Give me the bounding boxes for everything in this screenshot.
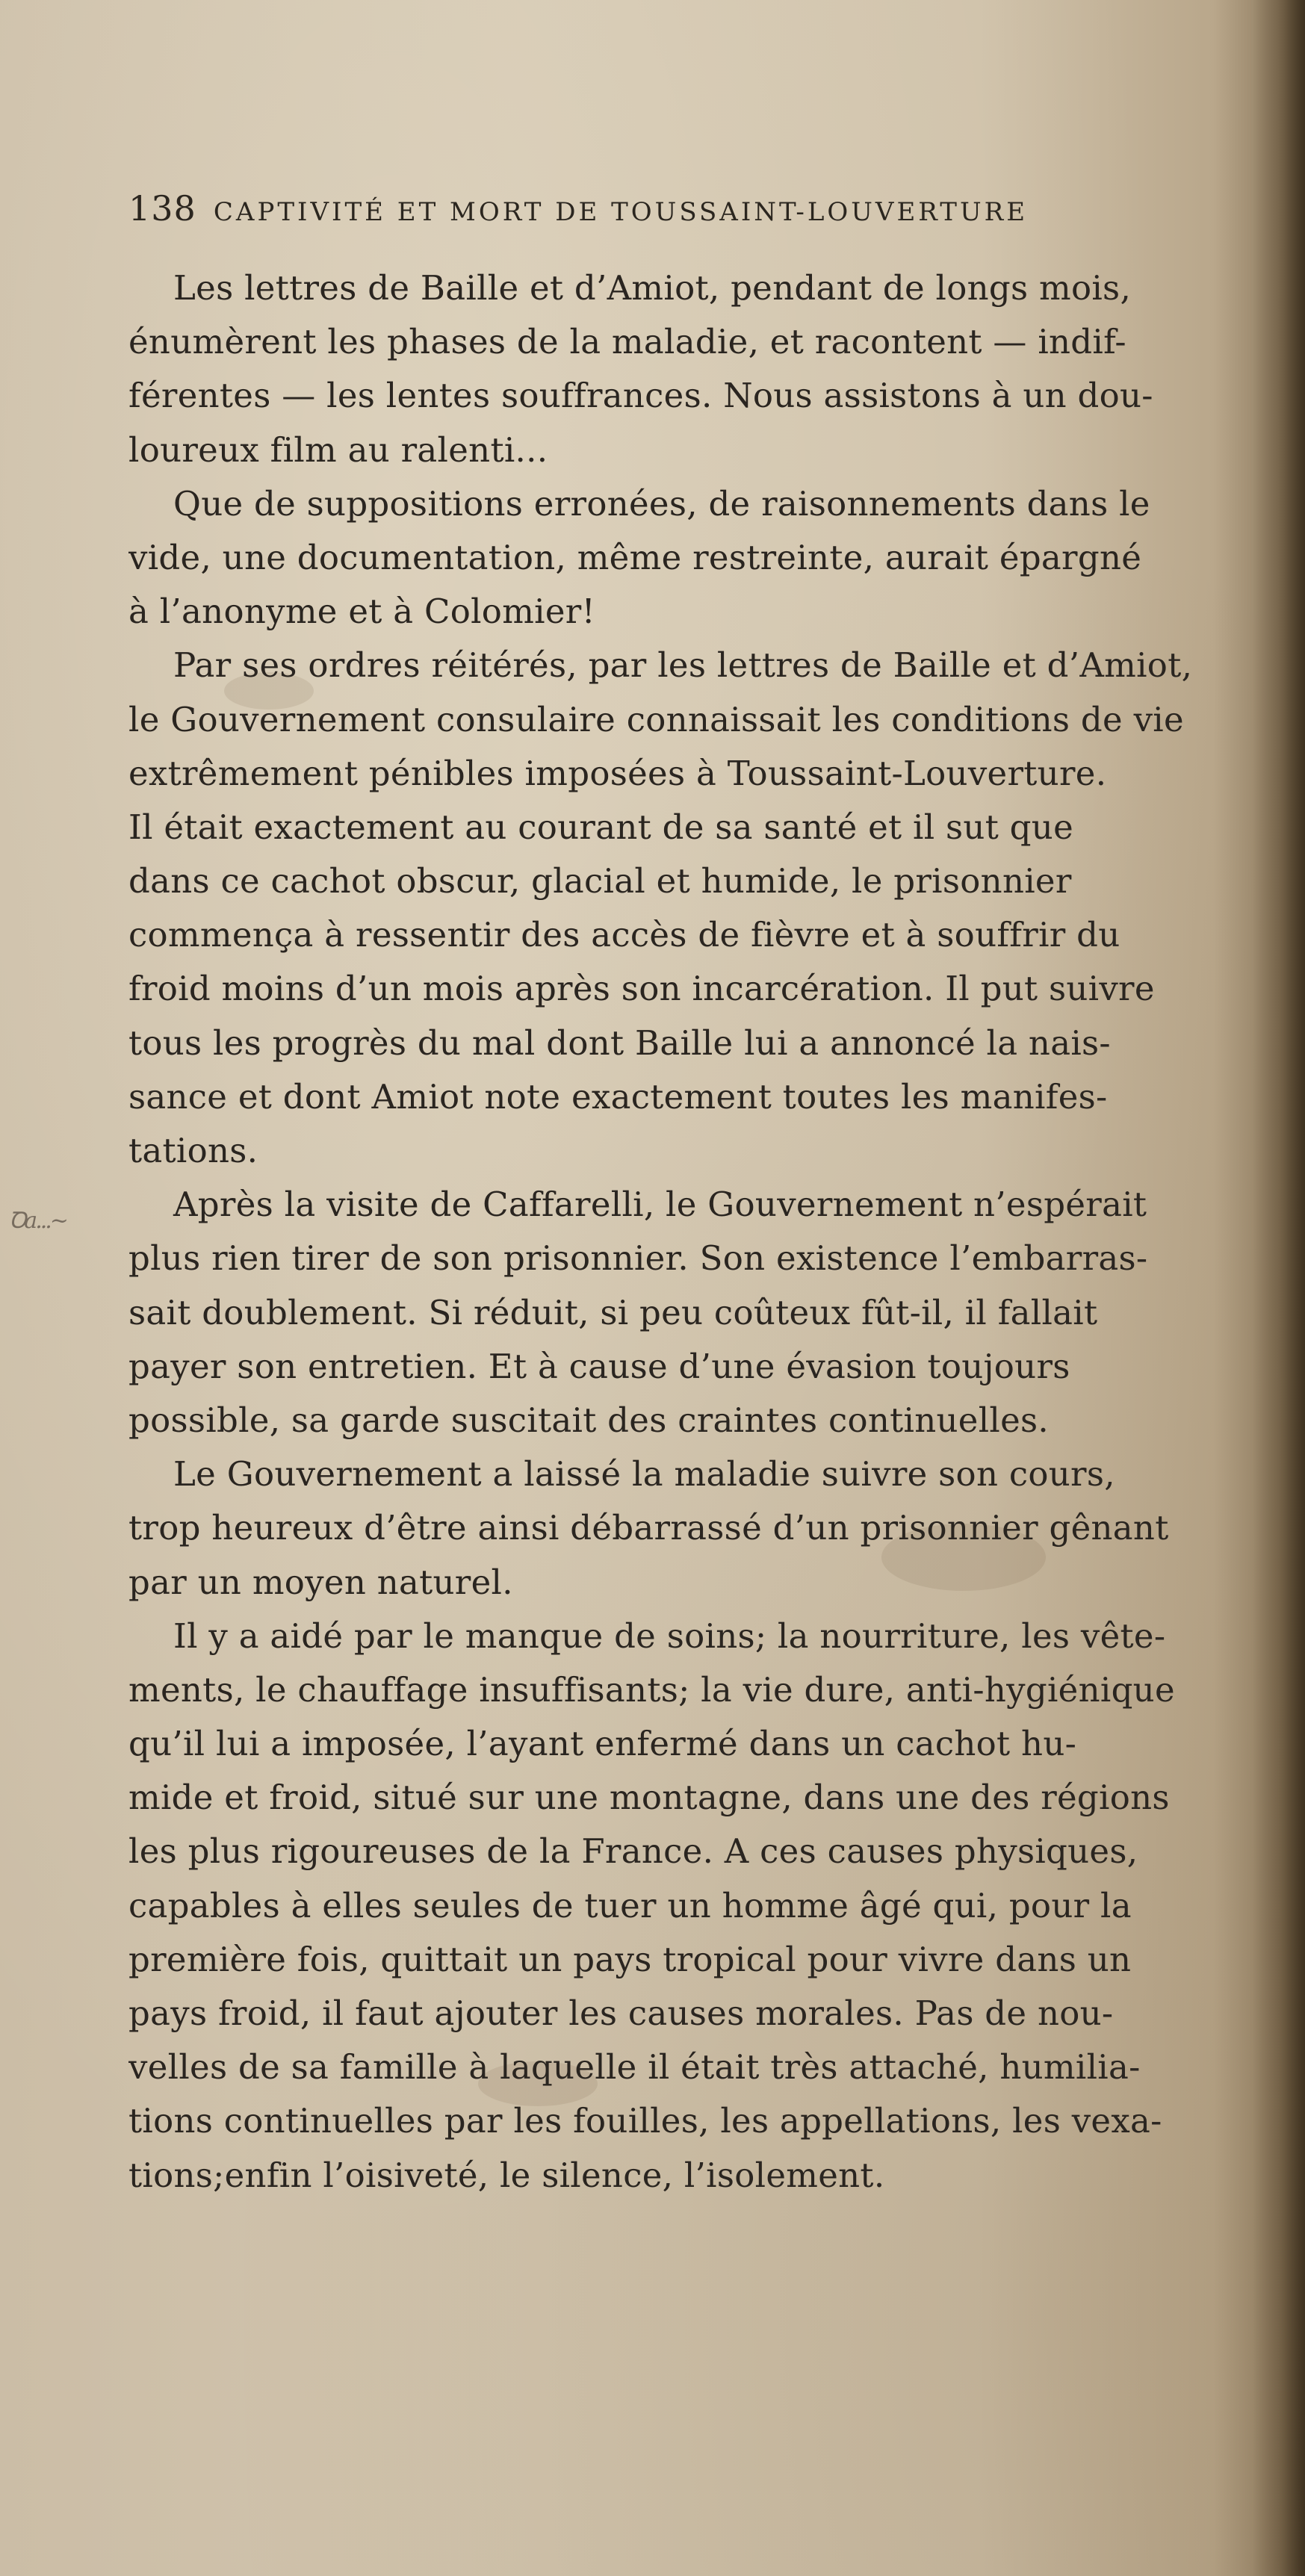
text-line: ments, le chauffage insuffisants; la vie dure, anti-hygiénique <box>128 1669 1175 1710</box>
text-line: possible, sa garde suscitait des craintes continuelles. <box>128 1400 1050 1440</box>
margin-annotation: Ꝺa...~ <box>9 1208 66 1234</box>
text-line: tions continuelles par les fouilles, les appellations, les vexa- <box>128 2101 1162 2141</box>
text-line: à l’anonyme et à Colomier! <box>128 592 595 632</box>
text-line: froid moins d’un mois après son incarcération. Il put suivre <box>128 969 1155 1009</box>
text-line: Par ses ordres réitérés, par les lettres de Baille et d’Amiot, <box>173 645 1193 686</box>
text-line: qu’il lui a imposée, l’ayant enfermé dans un cachot hu- <box>128 1724 1077 1764</box>
text-line: capables à elles seules de tuer un homme âgé qui, pour la <box>128 1885 1132 1925</box>
text-line: vide, une documentation, même restreinte, aurait épargné <box>128 537 1142 577</box>
text-line: Il était exactement au courant de sa santé et il sut que <box>128 807 1073 847</box>
text-line: Les lettres de Baille et d’Amiot, pendant de longs mois, <box>173 268 1132 308</box>
text-line: sance et dont Amiot note exactement toutes les manifes- <box>128 1076 1108 1117</box>
text-line: Le Gouvernement a laissé la maladie suivre son cours, <box>173 1454 1115 1495</box>
page-header <box>128 188 1204 233</box>
text-line: velles de sa famille à laquelle il était très attaché, humilia- <box>128 2047 1141 2088</box>
body-text <box>128 261 1264 2233</box>
running-title: CAPTIVITÉ ET MORT DE TOUSSAINT-LOUVERTURE <box>213 197 1029 227</box>
text-line: férentes — les lentes souffrances. Nous assistons à un dou- <box>128 376 1153 416</box>
text-line: loureux film au ralenti... <box>128 429 548 470</box>
text-line: mide et froid, situé sur une montagne, dans une des régions <box>128 1778 1170 1818</box>
page-number: 138 <box>128 188 196 229</box>
text-line: tations. <box>128 1131 258 1170</box>
text-line: tous les progrès du mal dont Baille lui a annoncé la nais- <box>128 1022 1111 1063</box>
text-line: payer son entretien. Et à cause d’une évasion toujours <box>128 1346 1070 1386</box>
text-line: Que de suppositions erronées, de raisonnements dans le <box>173 483 1150 524</box>
text-line: par un moyen naturel. <box>128 1562 513 1602</box>
text-line: trop heureux d’être ainsi débarrassé d’un prisonnier gênant <box>128 1508 1169 1548</box>
text-line: dans ce cachot obscur, glacial et humide, le prisonnier <box>128 861 1072 901</box>
page-edge-shadow <box>1253 0 1305 2576</box>
text-line: Après la visite de Caffarelli, le Gouvernement n’espérait <box>173 1185 1147 1225</box>
text-line: pays froid, il faut ajouter les causes morales. Pas de nou- <box>128 1993 1114 2033</box>
text-line: Il y a aidé par le manque de soins; la nourriture, les vête- <box>173 1616 1166 1656</box>
text-line: le Gouvernement consulaire connaissait les conditions de vie <box>128 699 1184 739</box>
text-line: énumèrent les phases de la maladie, et racontent — indif- <box>128 322 1126 362</box>
text-line: sait doublement. Si réduit, si peu coûteux fût-il, il fallait <box>128 1292 1098 1332</box>
text-line: commença à ressentir des accès de fièvre et à souffrir du <box>128 915 1120 955</box>
text-line: tions;enfin l’oisiveté, le silence, l’isolement. <box>128 2155 885 2195</box>
text-line: première fois, quittait un pays tropical pour vivre dans un <box>128 1939 1132 1979</box>
text-line: extrêmement pénibles imposées à Toussaint-Louverture. <box>128 753 1107 793</box>
text-line: les plus rigoureuses de la France. A ces causes physiques, <box>128 1831 1138 1872</box>
text-line: plus rien tirer de son prisonnier. Son existence l’embarras- <box>128 1238 1148 1279</box>
